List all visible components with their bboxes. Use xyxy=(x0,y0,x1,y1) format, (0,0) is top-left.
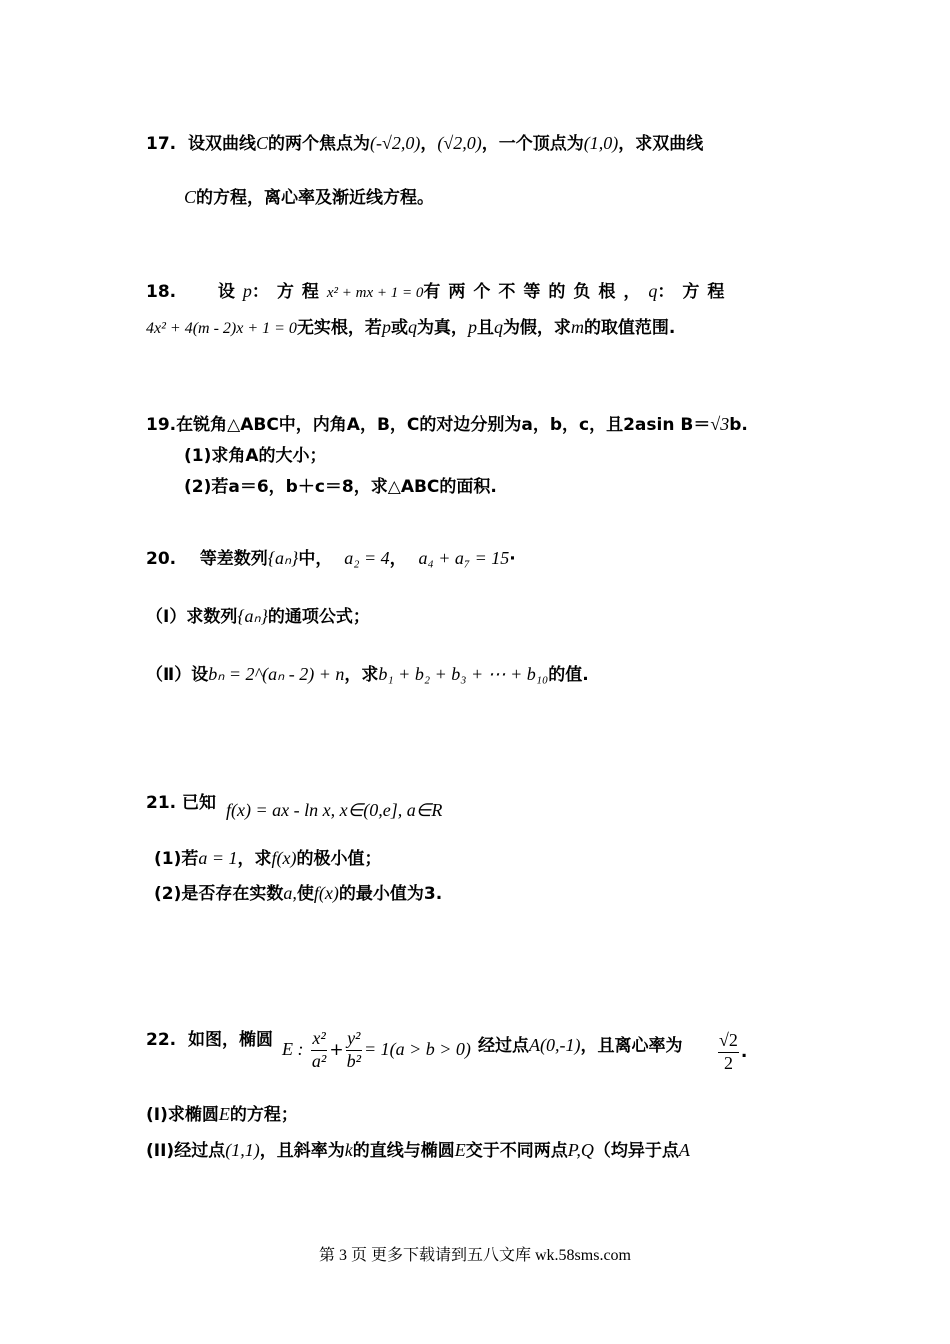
problem-18-number: 18. xyxy=(146,282,177,302)
problem-17-line-2: C的方程，离心率及渐近线方程。 xyxy=(184,187,435,208)
problem-21-function: f(x) = ax - ln x, x∈(0,e], a∈R xyxy=(226,800,443,820)
problem-21-sub-1: (1)若a = 1，求f(x)的极小值； xyxy=(154,848,382,869)
problem-22-line-1b: 经过点A(0,-1)，且离心率为 xyxy=(478,1035,683,1056)
problem-22-line-1: 22. 如图，椭圆 xyxy=(146,1030,273,1050)
problem-19-sub-1: (1)求角A的大小； xyxy=(184,446,327,466)
x-over-a-fraction: $\frac{\text{x²}}{\text{a²}}$ xyxy=(311,1028,327,1071)
problem-22-eccentricity: $\frac{√2}{2}$ . xyxy=(719,1030,748,1073)
problem-20-number: 20. xyxy=(146,549,177,569)
problem-17-line-1: 17. 设双曲线C的两个焦点为(-√2,0)，(√2,0)，一个顶点为(1,0)，求双曲线 xyxy=(146,133,704,154)
problem-21-sub-2: (2)是否存在实数a,使f(x)的最小值为3. xyxy=(154,883,443,904)
problem-21-number: 21. xyxy=(146,793,177,813)
problem-19-sub-2: (2)若a＝6，b＋c＝8，求△ABC的面积. xyxy=(184,477,497,497)
problem-22-number: 22. xyxy=(146,1030,177,1050)
problem-22-sub-1: (I)求椭圆E的方程； xyxy=(146,1104,298,1125)
problem-20-line-1: 20. 等差数列{aₙ}中， a₂ = 4， a₄ + a₇ = 15· xyxy=(146,548,516,569)
problem-21-line-1: 21. 已知 xyxy=(146,793,217,813)
problem-22-ellipse-equation: E : $\frac{\text{x²}}{\text{a²}}$ + $\frac{\text{y²}}{\text{b²}}$ = 1(a > b > 0) xyxy=(282,1028,471,1071)
problem-18-line-2: 4x² + 4(m - 2)x + 1 = 0无实根，若p或q为真，p且q为假，求m的取值范围. xyxy=(146,317,676,338)
problem-19-line-1: 19.在锐角△ABC中，内角A，B，C的对边分别为a，b，c，且2asin B＝√3b. xyxy=(146,414,748,435)
problem-17-number: 17. xyxy=(146,134,177,154)
problem-20-sub-2: （Ⅱ）设bₙ = 2^(aₙ - 2) + n，求b₁ + b₂ + b₃ + ⋯ + b₁₀的值. xyxy=(146,664,589,685)
problem-22-sub-2: (II)经过点(1,1)，且斜率为k的直线与椭圆E交于不同两点P,Q（均异于点A xyxy=(146,1140,690,1161)
page-footer: 第 3 页 更多下载请到五八文库 wk.58sms.com xyxy=(318,1247,631,1264)
problem-18-line-1: 18. 设p：方程x² + mx + 1 = 0有两个不等的负根，q：方程 xyxy=(146,281,733,302)
y-over-b-fraction: $\frac{\text{y²}}{\text{b²}}$ xyxy=(346,1028,361,1071)
problem-19-number: 19. xyxy=(146,415,177,435)
problem-20-sub-1: （Ⅰ）求数列{aₙ}的通项公式； xyxy=(146,606,370,627)
